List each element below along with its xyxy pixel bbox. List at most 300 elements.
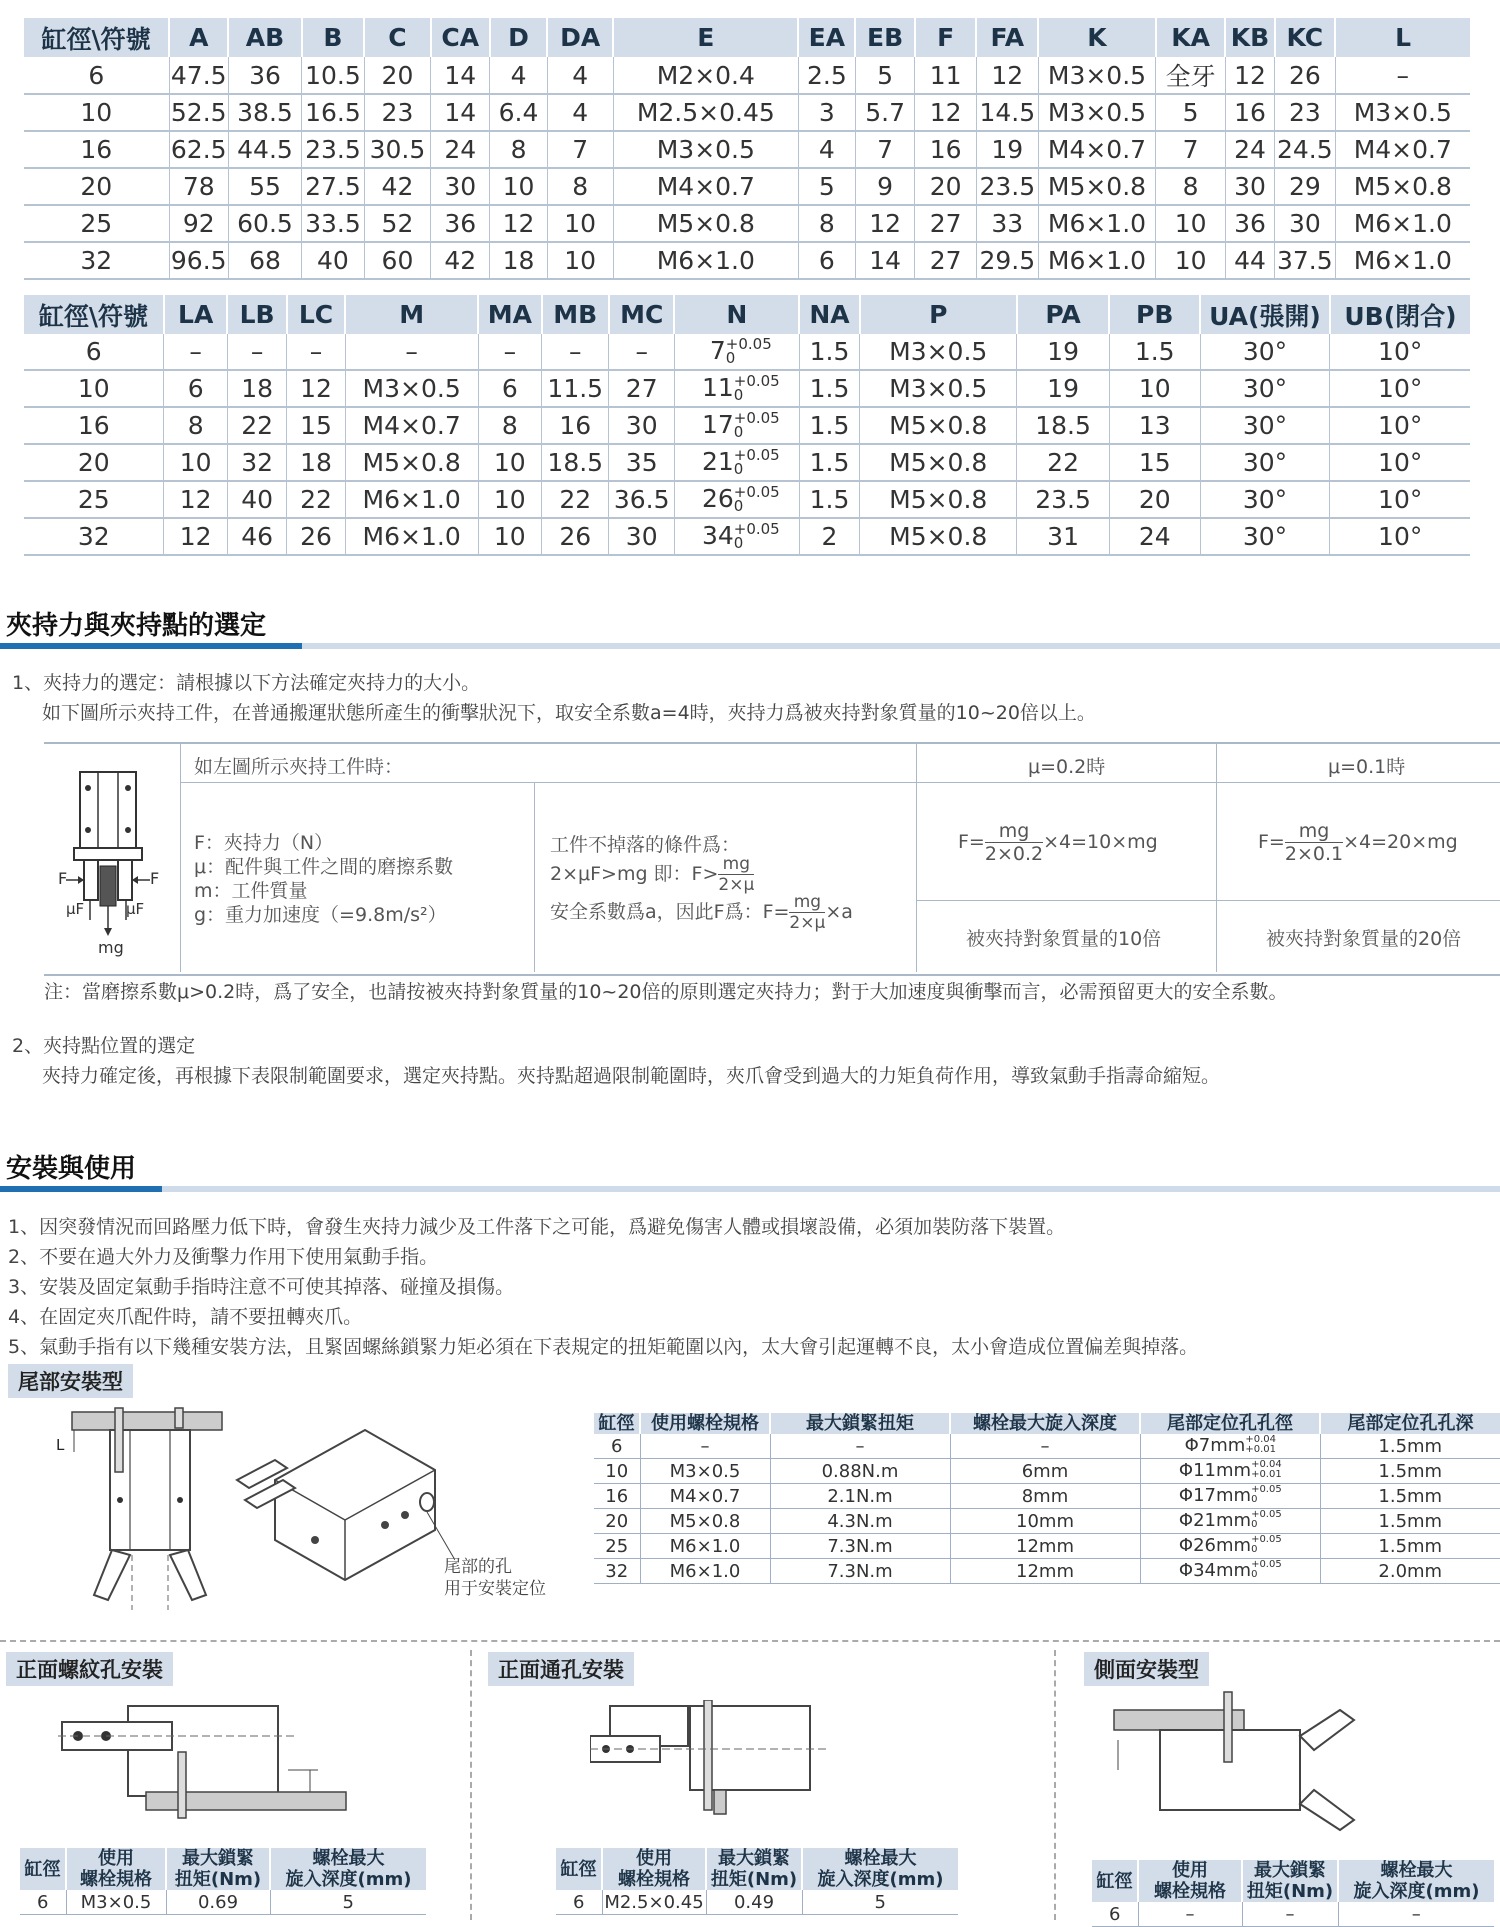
table-cell: 18 bbox=[227, 370, 286, 407]
table-cell: M3×0.5 bbox=[860, 334, 1017, 370]
table-cell: 20 bbox=[594, 1509, 640, 1534]
fig-label-f-left: F bbox=[58, 869, 68, 888]
table-cell: 33.5 bbox=[302, 205, 365, 242]
table-cell: 27 bbox=[609, 370, 674, 407]
table-cell: 30 bbox=[431, 168, 490, 205]
table-cell: 30° bbox=[1200, 518, 1330, 555]
table-cell: – bbox=[478, 334, 541, 370]
col-header: 最大鎖緊 扭矩(Nm) bbox=[1242, 1860, 1338, 1902]
table-cell: 7.3N.m bbox=[770, 1559, 950, 1584]
table-cell: 1.5 bbox=[799, 407, 859, 444]
table-cell: 62.5 bbox=[169, 131, 228, 168]
tol-upper: +0.05 bbox=[733, 483, 780, 501]
table-cell: 30 bbox=[1225, 168, 1274, 205]
table-cell: 34 +0.05 0 bbox=[674, 518, 799, 555]
table-cell: 20 bbox=[364, 57, 430, 94]
fig-label-mg: mg bbox=[98, 938, 124, 957]
table-row bbox=[594, 1484, 1500, 1509]
col-header: 最大鎖緊 扭矩(Nm) bbox=[166, 1848, 270, 1890]
col-header: 尾部定位孔孔徑 bbox=[1140, 1413, 1320, 1434]
tol-upper: +0.05 bbox=[733, 409, 780, 427]
col-header: 缸徑 bbox=[594, 1413, 640, 1434]
col-header: NA bbox=[799, 295, 859, 334]
table-cell: M4×0.7 bbox=[640, 1484, 770, 1509]
table-cell: 26 bbox=[1275, 57, 1336, 94]
table-cell: 6 bbox=[1092, 1902, 1138, 1927]
table-cell: Φ21mm +0.05 0 bbox=[1140, 1509, 1320, 1534]
result-mu01: 被夾持對象質量的20倍 bbox=[1266, 928, 1462, 950]
table-row bbox=[24, 334, 1470, 370]
table-cell: 10° bbox=[1330, 444, 1470, 481]
table-cell: 9 bbox=[855, 168, 914, 205]
table-cell: – bbox=[227, 334, 286, 370]
table-cell: 52.5 bbox=[169, 94, 228, 131]
table-cell: M4×0.7 bbox=[613, 168, 798, 205]
tolerance bbox=[725, 335, 772, 367]
table-cell: 10 bbox=[1109, 370, 1200, 407]
col-header: MC bbox=[609, 295, 674, 334]
side-mount-label: 側面安裝型 bbox=[1084, 1652, 1209, 1686]
table-cell: 32 bbox=[24, 518, 164, 555]
table-cell: M2.5×0.45 bbox=[613, 94, 798, 131]
fig-label-uf-left: μF bbox=[66, 900, 85, 918]
table-cell: 4 bbox=[490, 57, 547, 94]
table-cell: – bbox=[609, 334, 674, 370]
table-cell: Φ17mm +0.05 0 bbox=[1140, 1484, 1320, 1509]
table-cell: 25 bbox=[24, 481, 164, 518]
table-cell: 11.5 bbox=[542, 370, 609, 407]
table-cell: 42 bbox=[431, 242, 490, 279]
table-row bbox=[24, 57, 1470, 94]
table-cell: 6 bbox=[24, 334, 164, 370]
table-cell: 32 bbox=[227, 444, 286, 481]
tail-mount-iso-drawing bbox=[235, 1420, 455, 1595]
table-cell: 16 bbox=[24, 131, 169, 168]
grip-p2: 2、夾持點位置的選定 bbox=[12, 1035, 196, 1057]
table-cell: M3×0.5 bbox=[345, 370, 478, 407]
tol-lower: +0.01 bbox=[1251, 1469, 1282, 1480]
table-cell: M6×1.0 bbox=[1335, 205, 1470, 242]
tol-upper: +0.05 bbox=[725, 335, 772, 353]
table-cell: 12 bbox=[855, 205, 914, 242]
table-row bbox=[594, 1434, 1500, 1459]
front-thread-label: 正面螺紋孔安裝 bbox=[6, 1652, 173, 1686]
table-cell: 30.5 bbox=[364, 131, 430, 168]
table-cell: M4×0.7 bbox=[345, 407, 478, 444]
table-cell: 25 bbox=[24, 205, 169, 242]
tol-upper: +0.05 bbox=[1251, 1484, 1282, 1495]
table-cell: M6×1.0 bbox=[640, 1534, 770, 1559]
col-header: KB bbox=[1225, 18, 1274, 57]
table-row bbox=[556, 1890, 958, 1915]
table-cell: 30° bbox=[1200, 407, 1330, 444]
table-cell: 1.5mm bbox=[1320, 1509, 1500, 1534]
table-cell: M3×0.5 bbox=[66, 1890, 166, 1915]
table-cell: 10° bbox=[1330, 407, 1470, 444]
table-cell: 10.5 bbox=[302, 57, 365, 94]
table-cell: 14.5 bbox=[976, 94, 1038, 131]
col-header: 使用螺栓規格 bbox=[640, 1413, 770, 1434]
col-header: FA bbox=[976, 18, 1038, 57]
front-through-drawing bbox=[590, 1700, 840, 1820]
table-cell: 0.88N.m bbox=[770, 1459, 950, 1484]
table-cell: 60.5 bbox=[228, 205, 301, 242]
col-header: EB bbox=[855, 18, 914, 57]
tol-lower: 0 bbox=[733, 460, 744, 478]
table-cell: 27.5 bbox=[302, 168, 365, 205]
legend-f: F：夾持力（N） bbox=[194, 832, 334, 854]
table-cell: 32 bbox=[594, 1559, 640, 1584]
install-item-2: 2、不要在過大外力及衝擊力作用下使用氣動手指。 bbox=[8, 1246, 439, 1268]
col-header: KA bbox=[1156, 18, 1226, 57]
table-row bbox=[24, 407, 1470, 444]
table-cell: 36.5 bbox=[609, 481, 674, 518]
table-cell: 19 bbox=[1017, 334, 1110, 370]
table-row bbox=[1092, 1902, 1494, 1927]
table-cell: 22 bbox=[542, 481, 609, 518]
table-cell: 5 bbox=[798, 168, 855, 205]
table-cell: 10 bbox=[478, 444, 541, 481]
table-cell: 12 bbox=[287, 370, 345, 407]
table-cell: 10 bbox=[547, 205, 613, 242]
table-cell: 4 bbox=[798, 131, 855, 168]
formula-mu01: F= $\frac{mg}{2\times 0.1}$ ×4=20×mg bbox=[1258, 820, 1458, 865]
table-cell: M5×0.8 bbox=[860, 444, 1017, 481]
table-cell: – bbox=[640, 1434, 770, 1459]
col-header: 螺栓最大旋入深度 bbox=[950, 1413, 1140, 1434]
table-cell: 1.5 bbox=[799, 370, 859, 407]
table-cell: 7 bbox=[547, 131, 613, 168]
table-cell: 46 bbox=[227, 518, 286, 555]
col-header: M bbox=[345, 295, 478, 334]
table-cell: 7 +0.05 0 bbox=[674, 334, 799, 370]
table-cell: 26 +0.05 0 bbox=[674, 481, 799, 518]
table-cell: 8 bbox=[478, 407, 541, 444]
table-cell: 22 bbox=[287, 481, 345, 518]
col-header: D bbox=[490, 18, 547, 57]
table-cell: 10° bbox=[1330, 481, 1470, 518]
tolerance bbox=[1251, 1535, 1281, 1557]
table-cell: 12 bbox=[490, 205, 547, 242]
install-item-5: 5、氣動手指有以下幾種安裝方法，且緊固螺絲鎖緊力矩必須在下表規定的扭矩範圍以內，太大會引起運轉不良，太小會造成位置偏差與掉落。 bbox=[8, 1336, 1199, 1358]
table-cell: – bbox=[542, 334, 609, 370]
table-cell: 16 bbox=[542, 407, 609, 444]
table-cell: M5×0.8 bbox=[1038, 168, 1156, 205]
table-cell: M4×0.7 bbox=[1335, 131, 1470, 168]
table-cell: 6 bbox=[478, 370, 541, 407]
tolerance bbox=[1251, 1560, 1281, 1582]
table-cell: 20 bbox=[1109, 481, 1200, 518]
table-cell: M5×0.8 bbox=[613, 205, 798, 242]
col-header: 缸徑\符號 bbox=[24, 18, 169, 57]
table-cell: 30° bbox=[1200, 370, 1330, 407]
table-cell: – bbox=[287, 334, 345, 370]
grip-p1b: 如下圖所示夾持工件，在普通搬運狀態所產生的衝擊狀況下，取安全系數a=4時，夾持力爲被夾持對象質量的10~20倍以上。 bbox=[42, 702, 1096, 724]
grip-section-rule bbox=[0, 643, 1500, 649]
tol-lower: 0 bbox=[1251, 1569, 1258, 1580]
table-cell: 16 bbox=[915, 131, 977, 168]
table-cell: 30 bbox=[609, 518, 674, 555]
table-cell: 16 bbox=[1225, 94, 1274, 131]
table-cell: M5×0.8 bbox=[860, 407, 1017, 444]
table-cell: – bbox=[164, 334, 227, 370]
table-row bbox=[594, 1509, 1500, 1534]
col-header: CA bbox=[431, 18, 490, 57]
table-cell: 10 bbox=[478, 481, 541, 518]
tolerance bbox=[1251, 1460, 1281, 1482]
table-row bbox=[24, 168, 1470, 205]
table-cell: 30° bbox=[1200, 334, 1330, 370]
table-cell: 36 bbox=[1225, 205, 1274, 242]
table-cell: 20 bbox=[24, 168, 169, 205]
tolerance bbox=[1251, 1485, 1281, 1507]
table-cell: 23.5 bbox=[976, 168, 1038, 205]
table-cell: 8mm bbox=[950, 1484, 1140, 1509]
safety-formula: 安全系數爲a，因此F爲：F= $\frac{mg}{2\times\mu}$ ×a bbox=[550, 892, 853, 933]
table-row bbox=[24, 370, 1470, 407]
col-header: UA(張開) bbox=[1200, 295, 1330, 334]
tail-hole-note-1: 尾部的孔 bbox=[444, 1557, 512, 1577]
table-cell: 1.5mm bbox=[1320, 1484, 1500, 1509]
table-cell: 10 bbox=[1156, 205, 1226, 242]
table-cell: – bbox=[950, 1434, 1140, 1459]
cond-title: 工件不掉落的條件爲： bbox=[550, 834, 741, 856]
table-cell: 35 bbox=[609, 444, 674, 481]
install-item-1: 1、因突發情況而回路壓力低下時，會發生夾持力減少及工件落下之可能，爲避免傷害人體或損壞設備，必須加裝防落下裝置。 bbox=[8, 1216, 1066, 1238]
formula-mu02: F= $\frac{mg}{2\times 0.2}$ ×4=10×mg bbox=[958, 820, 1158, 865]
table-cell: 8 bbox=[164, 407, 227, 444]
fig-label-uf-right: μF bbox=[126, 900, 145, 918]
col-header: 缸徑\符號 bbox=[24, 295, 164, 334]
tol-upper: +0.05 bbox=[1251, 1559, 1282, 1570]
col-header: K bbox=[1038, 18, 1156, 57]
table-cell: 26 bbox=[287, 518, 345, 555]
table-cell: 4 bbox=[547, 57, 613, 94]
tail-mount-label: 尾部安裝型 bbox=[8, 1364, 133, 1398]
install-item-4: 4、在固定夾爪配件時，請不要扭轉夾爪。 bbox=[8, 1306, 363, 1328]
tol-lower: 0 bbox=[725, 349, 736, 367]
table-cell: 14 bbox=[431, 94, 490, 131]
table-cell: 10 bbox=[547, 242, 613, 279]
table-cell: M5×0.8 bbox=[640, 1509, 770, 1534]
front-thread-drawing bbox=[58, 1700, 348, 1820]
table-cell: 7.3N.m bbox=[770, 1534, 950, 1559]
table-cell: 29.5 bbox=[976, 242, 1038, 279]
tol-upper: +0.05 bbox=[1251, 1509, 1282, 1520]
front-through-label: 正面通孔安裝 bbox=[488, 1652, 634, 1686]
install-section-rule bbox=[0, 1186, 1500, 1192]
table-cell: 10° bbox=[1330, 334, 1470, 370]
tol-lower: 0 bbox=[1251, 1519, 1258, 1530]
table-cell: Φ7mm +0.04 +0.01 bbox=[1140, 1434, 1320, 1459]
table-cell: M3×0.5 bbox=[1038, 57, 1156, 94]
table-row bbox=[24, 94, 1470, 131]
table-cell: 24.5 bbox=[1275, 131, 1336, 168]
table-cell: 30° bbox=[1200, 481, 1330, 518]
col-header: LB bbox=[227, 295, 286, 334]
col-header: LC bbox=[287, 295, 345, 334]
col-header: UB(閉合) bbox=[1330, 295, 1470, 334]
table-cell: 15 bbox=[287, 407, 345, 444]
table-row bbox=[594, 1559, 1500, 1584]
side-mount-table bbox=[1092, 1860, 1494, 1927]
table-cell: 12 bbox=[164, 518, 227, 555]
table-cell: 27 bbox=[915, 205, 977, 242]
table-cell: 10mm bbox=[950, 1509, 1140, 1534]
table-cell: M6×1.0 bbox=[1038, 205, 1156, 242]
tol-lower: 0 bbox=[733, 497, 744, 515]
table-cell: 10 bbox=[164, 444, 227, 481]
table-cell: M6×1.0 bbox=[345, 481, 478, 518]
front-through-table bbox=[556, 1848, 958, 1915]
table-cell: 1.5mm bbox=[1320, 1459, 1500, 1484]
table-cell: 14 bbox=[431, 57, 490, 94]
tol-lower: +0.01 bbox=[1245, 1444, 1276, 1455]
table-cell: 6 bbox=[594, 1434, 640, 1459]
table-cell: 96.5 bbox=[169, 242, 228, 279]
table-cell: 6 bbox=[20, 1890, 66, 1915]
table-cell: 25 bbox=[594, 1534, 640, 1559]
table-cell: 1.5mm bbox=[1320, 1534, 1500, 1559]
table-cell: 4.3N.m bbox=[770, 1509, 950, 1534]
table-row bbox=[594, 1459, 1500, 1484]
table-cell: M6×1.0 bbox=[1038, 242, 1156, 279]
table-cell: 40 bbox=[227, 481, 286, 518]
table-cell: 52 bbox=[364, 205, 430, 242]
col-header: P bbox=[860, 295, 1017, 334]
tol-lower: 0 bbox=[1251, 1494, 1258, 1505]
table-cell: 7 bbox=[1156, 131, 1226, 168]
table-cell: 2.1N.m bbox=[770, 1484, 950, 1509]
col-header: 使用 螺栓規格 bbox=[66, 1848, 166, 1890]
table-cell: M2.5×0.45 bbox=[602, 1890, 706, 1915]
table-cell: 10 bbox=[24, 370, 164, 407]
table-cell: M6×1.0 bbox=[613, 242, 798, 279]
col-header: 缸徑 bbox=[1092, 1860, 1138, 1902]
col-header: B bbox=[302, 18, 365, 57]
col-header: MB bbox=[542, 295, 609, 334]
table-cell: – bbox=[1242, 1902, 1338, 1927]
table-cell: 47.5 bbox=[169, 57, 228, 94]
tail-mount-table bbox=[594, 1413, 1500, 1584]
table-cell: 2.5 bbox=[798, 57, 855, 94]
table-cell: 5 bbox=[855, 57, 914, 94]
table-cell: 23.5 bbox=[302, 131, 365, 168]
table-cell: 18 bbox=[287, 444, 345, 481]
table-cell: M6×1.0 bbox=[1335, 242, 1470, 279]
table-cell: M6×1.0 bbox=[640, 1559, 770, 1584]
tol-upper: +0.04 bbox=[1245, 1434, 1276, 1445]
table-row bbox=[594, 1534, 1500, 1559]
table-cell: 5.7 bbox=[855, 94, 914, 131]
col-header: EA bbox=[798, 18, 855, 57]
table-cell: 44 bbox=[1225, 242, 1274, 279]
gripper-force-diagram bbox=[50, 760, 178, 960]
table-cell: 8 bbox=[547, 168, 613, 205]
table-cell: 24 bbox=[1109, 518, 1200, 555]
table-cell: 6 bbox=[798, 242, 855, 279]
table-cell: M5×0.8 bbox=[860, 481, 1017, 518]
table-cell: 13 bbox=[1109, 407, 1200, 444]
dimension-table-1 bbox=[24, 18, 1470, 280]
table-cell: 1.5mm bbox=[1320, 1434, 1500, 1459]
table-cell: 68 bbox=[228, 242, 301, 279]
table-cell: 8 bbox=[798, 205, 855, 242]
table-cell: – bbox=[770, 1434, 950, 1459]
table-cell: 12 bbox=[164, 481, 227, 518]
table-cell: M3×0.5 bbox=[1335, 94, 1470, 131]
tail-mount-section-drawing bbox=[50, 1400, 250, 1620]
tol-lower: 0 bbox=[733, 423, 744, 441]
table-cell: 8 bbox=[1156, 168, 1226, 205]
table-cell: 5 bbox=[270, 1890, 426, 1915]
table-cell: Φ34mm +0.05 0 bbox=[1140, 1559, 1320, 1584]
table-cell: 31 bbox=[1017, 518, 1110, 555]
table-cell: 32 bbox=[24, 242, 169, 279]
table-cell: – bbox=[345, 334, 478, 370]
table-cell: 全牙 bbox=[1156, 57, 1226, 94]
table-cell: 18.5 bbox=[1017, 407, 1110, 444]
col-header: 尾部定位孔孔深 bbox=[1320, 1413, 1500, 1434]
tail-hole-note-2: 用于安裝定位 bbox=[444, 1579, 546, 1599]
table-cell: 6 bbox=[164, 370, 227, 407]
table-cell: 11 bbox=[915, 57, 977, 94]
table-cell: 1.5 bbox=[799, 444, 859, 481]
table-cell: 55 bbox=[228, 168, 301, 205]
table-row bbox=[24, 481, 1470, 518]
table-cell: 18.5 bbox=[542, 444, 609, 481]
table-cell: 10 bbox=[594, 1459, 640, 1484]
install-item-3: 3、安裝及固定氣動手指時注意不可使其掉落、碰撞及損傷。 bbox=[8, 1276, 515, 1298]
tolerance bbox=[1251, 1510, 1281, 1532]
col-header: E bbox=[613, 18, 798, 57]
table-cell: 24 bbox=[431, 131, 490, 168]
grip-p2b: 夾持力確定後，再根據下表限制範圍要求，選定夾持點。夾持點超過限制範圍時，夾爪會受到過大的力矩負荷作用，導致氣動手指壽命縮短。 bbox=[42, 1065, 1221, 1087]
table-cell: 19 bbox=[1017, 370, 1110, 407]
table-cell: 21 +0.05 0 bbox=[674, 444, 799, 481]
table-cell: 11 +0.05 0 bbox=[674, 370, 799, 407]
table-cell: 2 bbox=[799, 518, 859, 555]
table-cell: 18 bbox=[490, 242, 547, 279]
table-row bbox=[24, 131, 1470, 168]
table-cell: 20 bbox=[915, 168, 977, 205]
result-mu02: 被夾持對象質量的10倍 bbox=[966, 928, 1162, 950]
table-cell: 10 bbox=[24, 94, 169, 131]
table-cell: 29 bbox=[1275, 168, 1336, 205]
grip-section-title: 夾持力與夾持點的選定 bbox=[6, 611, 267, 641]
mu-01-head: μ=0.1時 bbox=[1328, 756, 1406, 778]
table-cell: 10 bbox=[1156, 242, 1226, 279]
col-header: A bbox=[169, 18, 228, 57]
mu-02-head: μ=0.2時 bbox=[1028, 756, 1106, 778]
table-cell: 23.5 bbox=[1017, 481, 1110, 518]
table-cell: M5×0.8 bbox=[860, 518, 1017, 555]
table-cell: 26 bbox=[542, 518, 609, 555]
front-thread-table bbox=[20, 1848, 426, 1915]
table-cell: 92 bbox=[169, 205, 228, 242]
table-cell: – bbox=[1335, 57, 1470, 94]
table-cell: 3 bbox=[798, 94, 855, 131]
install-dash-separator bbox=[0, 1640, 1500, 1642]
table-cell: 1.5 bbox=[799, 334, 859, 370]
tol-upper: +0.05 bbox=[733, 446, 780, 464]
table-cell: 30 bbox=[609, 407, 674, 444]
table-cell: 6.4 bbox=[490, 94, 547, 131]
table-cell: 44.5 bbox=[228, 131, 301, 168]
table-cell: 6mm bbox=[950, 1459, 1140, 1484]
table-cell: 30° bbox=[1200, 444, 1330, 481]
install-section-title: 安裝與使用 bbox=[6, 1154, 137, 1184]
